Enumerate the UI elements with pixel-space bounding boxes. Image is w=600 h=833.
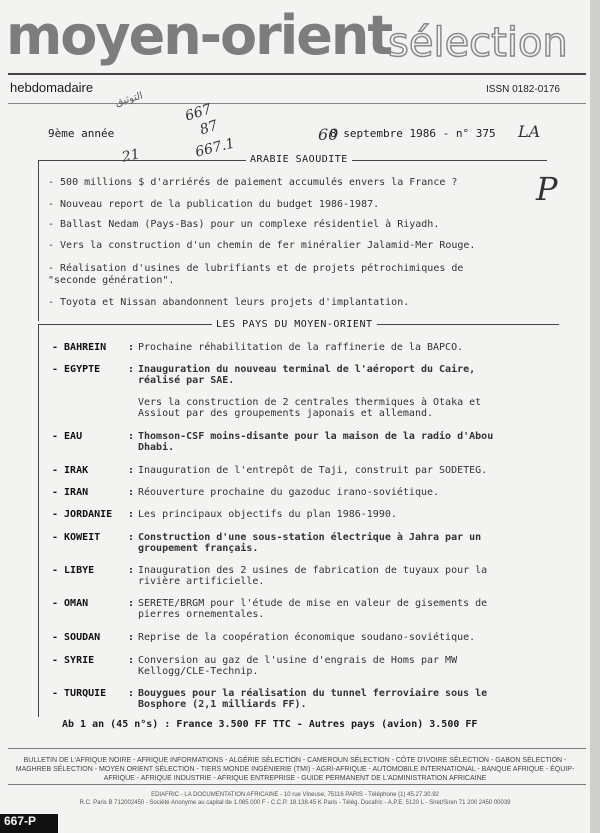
- masthead-title: moyen-orient: [6, 4, 392, 67]
- country-entry: Les principaux objectifs du plan 1986-1990.: [138, 509, 397, 520]
- page-edge-shadow: [590, 0, 600, 833]
- country-label: - JORDANIE: [52, 509, 113, 520]
- country-entry: SERETE/BRGM pour l'étude de mise en valeur de gisements de pierres ornementales.: [138, 598, 488, 620]
- headline-item: - Vers la construction d'un chemin de fer minéralier Jalamid-Mer Rouge.: [48, 240, 476, 251]
- country-entry: Vers la construction de 2 centrales thermiques à Otaka et Assiout par des groupements japonais et allemand.: [138, 397, 482, 419]
- footer-publications-list: BULLETIN DE L'AFRIQUE NOIRE - AFRIQUE INFORMATIONS - ALGÉRIE SÉLECTION - CAMEROUN SÉLECTION - CÔTE D'IVOIRE SÉLECTION - GABON SÉLECTION - MAGHREB SÉLECTION - MOYEN ORIENT SÉLECTION - TIERS MONDE INGÉNIERIE (TMI) - AGRI-AFRIQUE - AUTOMOBILE INTERNATIONAL - BANQUE AFRIQUE - ÉQUIP-AFRIQUE - AFRIQUE INDUSTRIE - AFRIQUE ENTREPRISE - GUIDE PERMANENT DE L'ADMINISTRATION AFRICAINE: [15, 757, 575, 782]
- publisher-address: EDIAFRIC - LA DOCUMENTATION AFRICAINE - 10 rue Vineuse, 75116 PARIS - Téléphone (1) 45.27.30.92: [151, 792, 439, 798]
- handwritten-number-21: 21: [120, 146, 142, 166]
- colon-separator: :: [128, 509, 135, 520]
- colon-separator: :: [128, 465, 135, 476]
- country-entry: Thomson-CSF moins-disante pour la maison de la radio d'Abou Dhabi.: [138, 431, 494, 453]
- country-entry: Construction d'une sous-station électrique à Jahra par un groupement français.: [138, 532, 482, 554]
- issn-number: ISSN 0182-0176: [486, 84, 560, 95]
- section-title-arabie-saoudite: ARABIE SAOUDITE: [246, 154, 352, 165]
- archive-stamp-arabic: التوثيق: [114, 90, 145, 109]
- archive-code: 667-P: [4, 814, 37, 828]
- handwritten-mark-la: LA: [518, 122, 541, 141]
- colon-separator: :: [128, 364, 135, 375]
- country-entry: Réouverture prochaine du gazoduc irano-soviétique.: [138, 487, 440, 498]
- headline-item: - Nouveau report de la publication du budget 1986-1987.: [48, 199, 380, 210]
- country-label: - EAU: [52, 431, 83, 442]
- country-label: - EGYPTE: [52, 364, 101, 375]
- colon-separator: :: [128, 632, 135, 643]
- country-label: - BAHREIN: [52, 342, 107, 353]
- country-entry: Reprise de la coopération économique soudano-soviétique.: [138, 632, 476, 643]
- headline-item: - Réalisation d'usines de lubrifiants et de projets pétrochimiques de "seconde génération".: [48, 263, 464, 286]
- country-label: - SOUDAN: [52, 632, 101, 643]
- colon-separator: :: [128, 655, 135, 666]
- country-entry: Conversion au gaz de l'usine d'engrais de Homs par MW Kellogg/CLE-Technip.: [138, 655, 458, 677]
- country-label: - IRAN: [52, 487, 89, 498]
- issue-date: 8 septembre 1986 - n° 375: [330, 127, 496, 140]
- footer-address: [10, 791, 580, 807]
- colon-separator: :: [128, 565, 135, 576]
- colon-separator: :: [128, 532, 135, 543]
- country-entry: Bouygues pour la réalisation du tunnel ferroviaire sous le Bosphore (2,1 milliards FF).: [138, 688, 488, 710]
- headline-item: - Toyota et Nissan abandonnent leurs projets d'implantation.: [48, 297, 410, 308]
- issue-year: 9ème année: [48, 127, 115, 140]
- colon-separator: :: [128, 487, 135, 498]
- country-entry: Prochaine réhabilitation de la raffinerie de la BAPCO.: [138, 342, 464, 353]
- country-label: - SYRIE: [52, 655, 95, 666]
- country-label: - IRAK: [52, 465, 89, 476]
- handwritten-number-60: 60: [318, 125, 339, 144]
- country-entry: Inauguration du nouveau terminal de l'aéroport du Caire, réalisé par SAE.: [138, 364, 476, 386]
- colon-separator: :: [128, 598, 135, 609]
- masthead-underline: [8, 103, 586, 104]
- handwritten-letter-p: P: [536, 170, 558, 208]
- colon-separator: :: [128, 431, 135, 442]
- headline-item: - 500 millions $ d'arriérés de paiement accumulés envers la France ?: [48, 177, 458, 188]
- country-label: - KOWEIT: [52, 532, 101, 543]
- headline-item: - Ballast Nedam (Pays-Bas) pour un complexe résidentiel à Riyadh.: [48, 219, 440, 230]
- colon-separator: :: [128, 342, 135, 353]
- masthead-subtitle: sélection: [388, 20, 568, 66]
- country-entry: Inauguration des 2 usines de fabrication de tuyaux pour la rivière artificielle.: [138, 565, 488, 587]
- country-label: - LIBYE: [52, 565, 95, 576]
- publisher-legal: R.C. Paris B 712002450 - Société Anonyme au capital de 1.085.000 F - C.C.P. 18.138.45 K Paris - Télég. Docafric - A.P.E. 5120 L - Siret/Siren 71 200 2450 00039: [79, 800, 511, 806]
- handwritten-number-667: 667: [183, 101, 214, 125]
- country-label: - OMAN: [52, 598, 89, 609]
- masthead-rule: [8, 73, 586, 75]
- colon-separator: :: [128, 688, 135, 699]
- frequency-label: hebdomadaire: [10, 80, 94, 95]
- country-label: - TURQUIE: [52, 688, 107, 699]
- section-title-pays-moyen-orient: LES PAYS DU MOYEN-ORIENT: [212, 319, 377, 330]
- country-entry: Inauguration de l'entrepôt de Taji, construit par SODETEG.: [138, 465, 488, 476]
- handwritten-number-667-1: 667.1: [193, 135, 237, 161]
- subscription-price: Ab 1 an (45 n°s) : France 3.500 FF TTC - Autres pays (avion) 3.500 FF: [62, 719, 478, 730]
- handwritten-number-87: 87: [197, 117, 220, 139]
